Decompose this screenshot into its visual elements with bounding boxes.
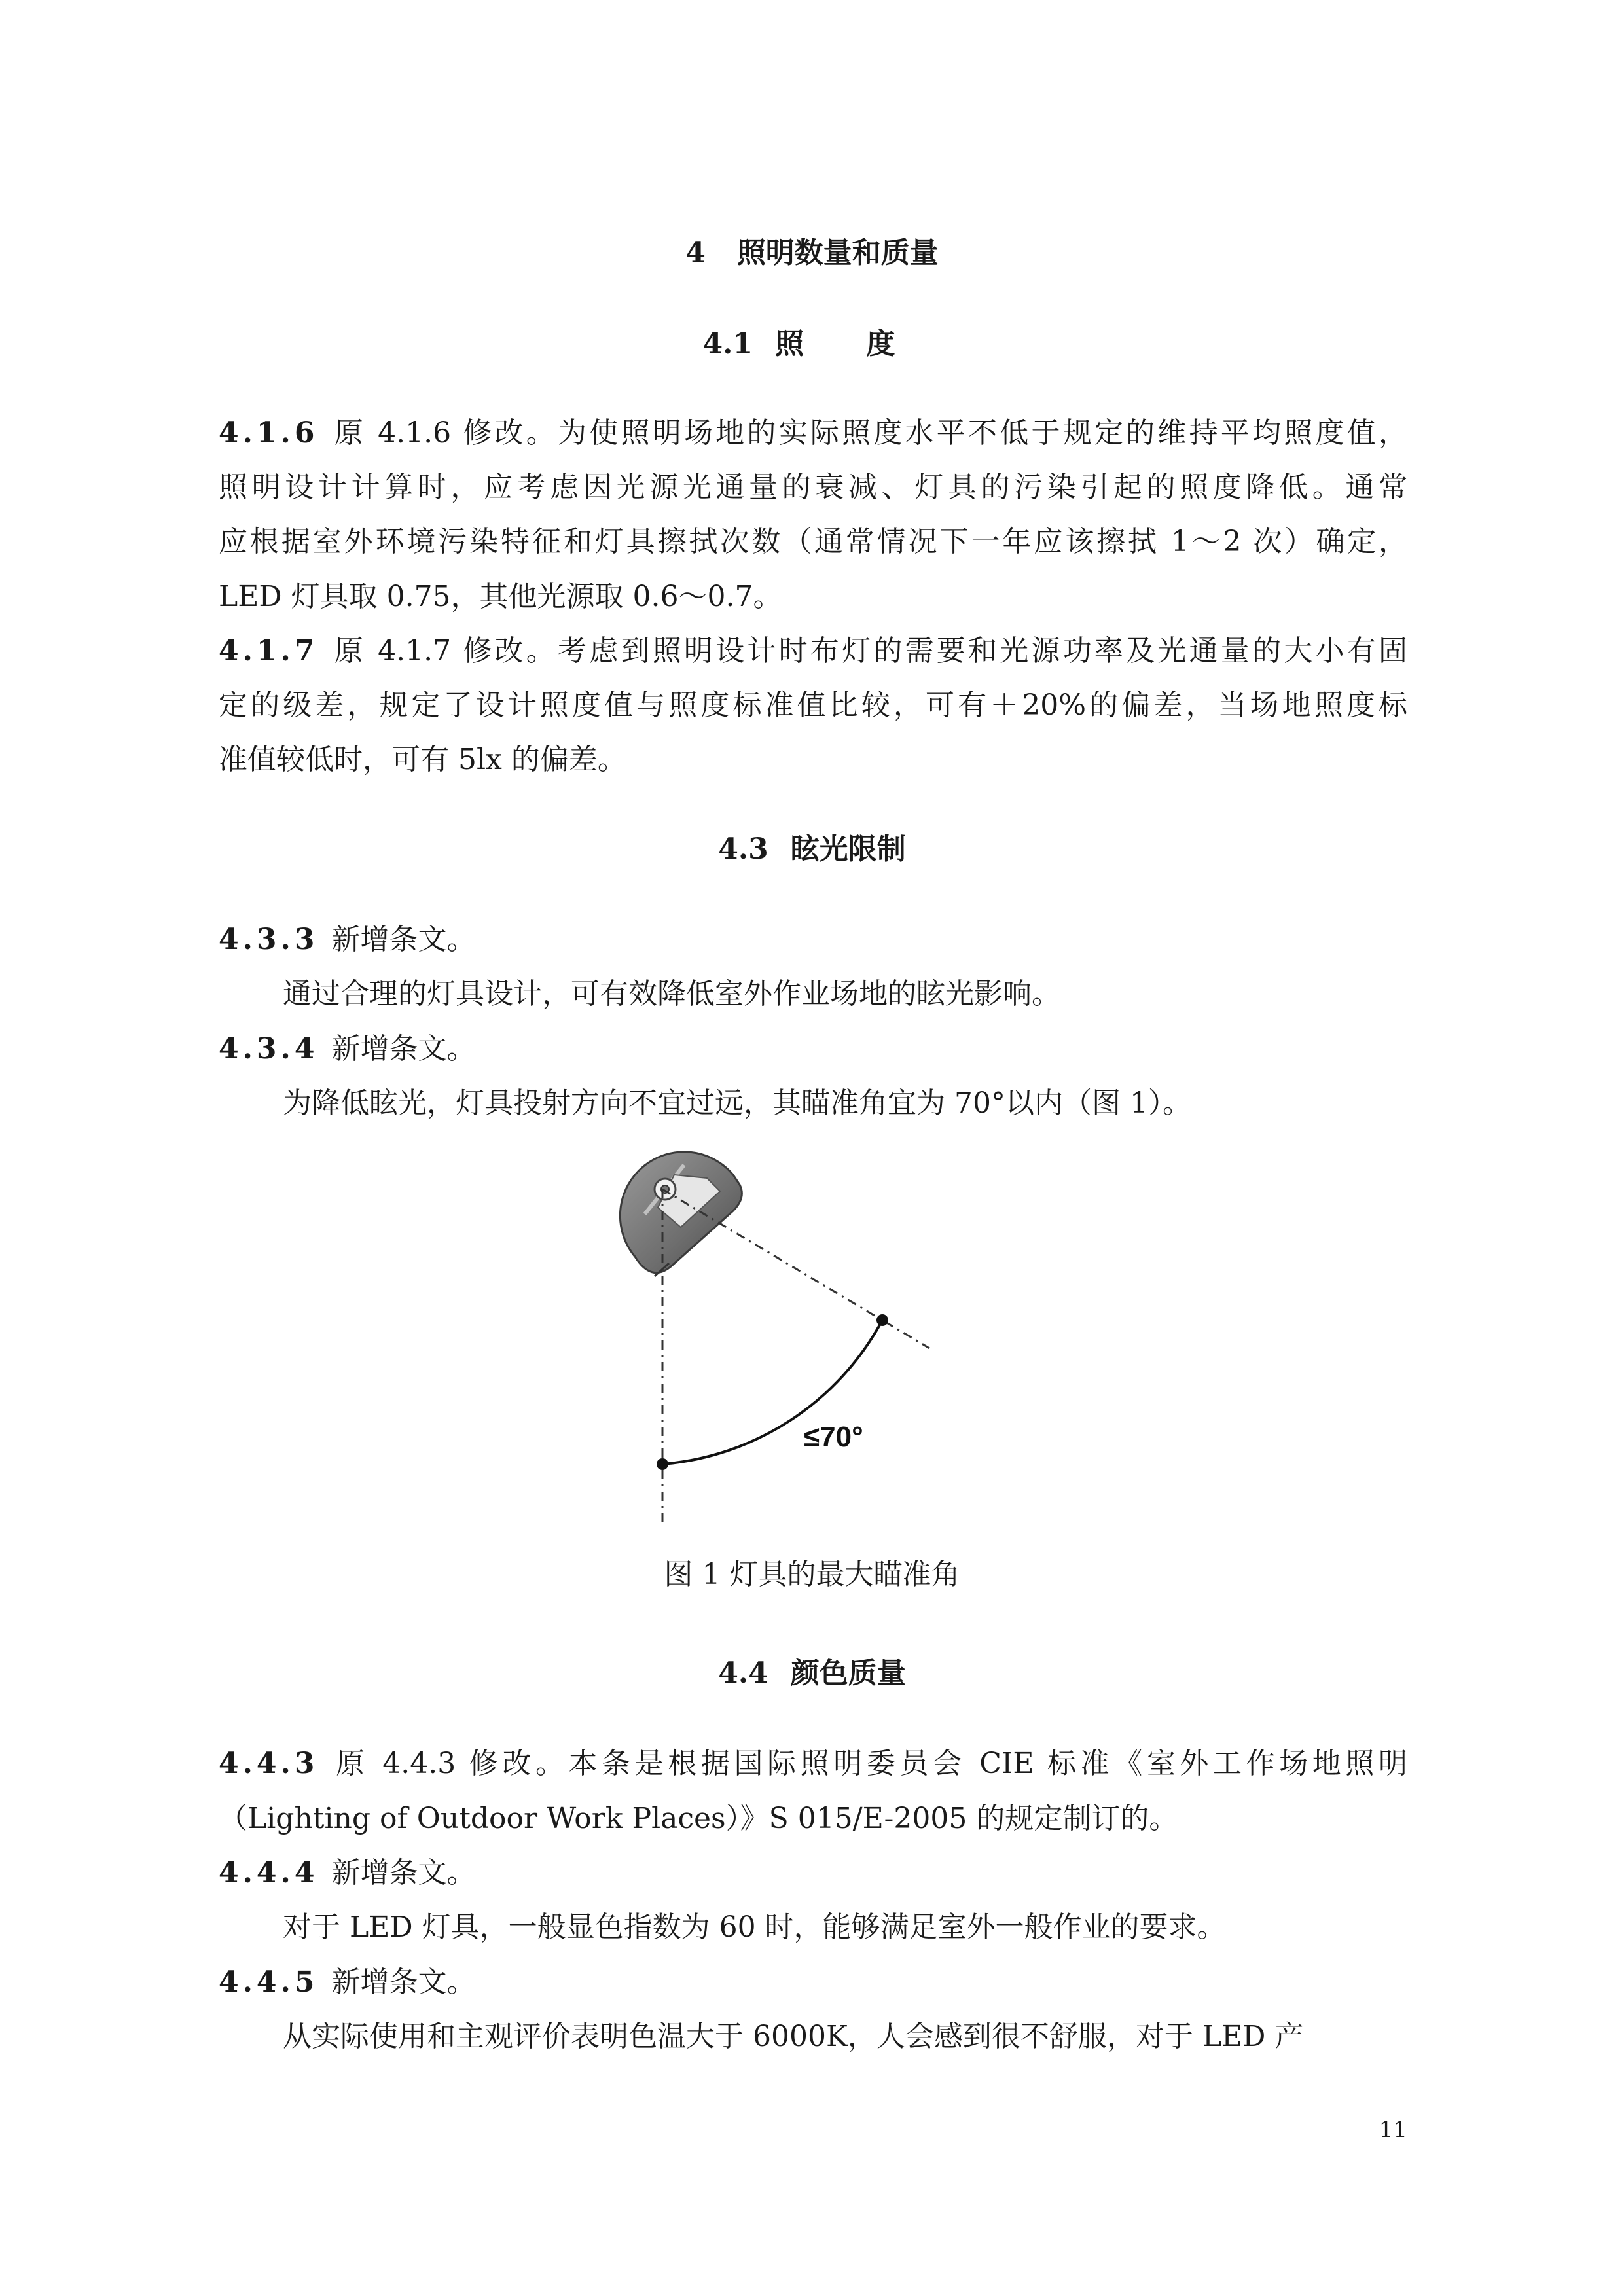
clause-text: 原 4.4.3 修改。本条是根据国际照明委员会 CIE 标准《室外工作场地照明 — [331, 1747, 1407, 1780]
clause-4-3-4-body: 为降低眩光，灯具投射方向不宜过远，其瞄准角宜为 70°以内（图 1）。 — [283, 1086, 1191, 1120]
clause-text: 新增条文。 — [331, 1856, 476, 1890]
section-number: 4.4 — [718, 1657, 768, 1690]
arc-end-point — [876, 1314, 888, 1326]
chapter-title: 照明数量和质量 — [736, 236, 939, 270]
clause-4-4-3-line-1 — [219, 1744, 1407, 1784]
clause-number: 4.3.4 — [219, 1032, 319, 1066]
luminaire-icon — [620, 1152, 742, 1276]
clause-4-1-7-line-2: 定的级差，规定了设计照度值与照度标准值比较，可有＋20%的偏差，当场地照度标 — [219, 689, 1407, 722]
section-title: 照 度 — [775, 327, 922, 361]
aiming-angle-figure — [609, 1136, 949, 1528]
clause-4-1-7-line-1 — [219, 632, 1407, 671]
angle-label: ≤70° — [804, 1421, 863, 1453]
clause-number: 4.4.3 — [219, 1747, 319, 1780]
clause-4-1-6-line-2: 照明设计计算时，应考虑因光源光通量的衰减、灯具的污染引起的照度降低。通常 — [219, 471, 1407, 504]
clause-4-4-3-line-2: （Lighting of Outdoor Work Places）》S 015/E-2005 的规定制订的。 — [219, 1802, 1178, 1835]
section-number: 4.3 — [718, 833, 768, 866]
clause-4-4-4-body: 对于 LED 灯具，一般显色指数为 60 时，能够满足室外一般作业的要求。 — [283, 1910, 1226, 1944]
clause-4-1-7-line-3: 准值较低时，可有 5lx 的偏差。 — [219, 743, 626, 776]
clause-4-4-4-head — [219, 1854, 475, 1893]
clause-text: 新增条文。 — [331, 1965, 476, 1999]
chapter-heading — [0, 234, 1624, 273]
chapter-number: 4 — [685, 236, 706, 270]
section-number: 4.1 — [702, 327, 753, 361]
clause-4-3-4-head — [219, 1030, 475, 1069]
clause-number: 4.4.5 — [219, 1965, 319, 1999]
clause-text: 原 4.1.6 修改。为使照明场地的实际照度水平不低于规定的维持平均照度值， — [331, 416, 1407, 450]
figure-caption: 图 1 灯具的最大瞄准角 — [664, 1558, 960, 1591]
clause-text: 新增条文。 — [331, 923, 476, 956]
clause-number: 4.3.3 — [219, 923, 319, 956]
clause-4-4-5-head — [219, 1963, 475, 2002]
arc-start-point — [657, 1458, 668, 1470]
clause-number: 4.4.4 — [219, 1856, 319, 1890]
clause-text: 原 4.1.7 修改。考虑到照明设计时布灯的需要和光源功率及光通量的大小有固 — [331, 634, 1407, 668]
clause-4-3-3-head — [219, 920, 475, 960]
section-heading-4-1 — [0, 325, 1624, 364]
clause-4-1-6-line-4: LED 灯具取 0.75，其他光源取 0.6～0.7。 — [219, 580, 782, 613]
aiming-direction-line — [662, 1189, 929, 1348]
clause-4-3-3-body: 通过合理的灯具设计，可有效降低室外作业场地的眩光影响。 — [283, 977, 1060, 1011]
section-title: 眩光限制 — [790, 833, 906, 866]
clause-4-4-5-body: 从实际使用和主观评价表明色温大于 6000K，人会感到很不舒服，对于 LED 产 — [283, 2020, 1304, 2053]
clause-number: 4.1.6 — [219, 416, 319, 450]
section-title: 颜色质量 — [790, 1657, 906, 1690]
page-number: 11 — [1379, 2117, 1407, 2143]
clause-number: 4.1.7 — [219, 634, 319, 668]
section-heading-4-4 — [0, 1654, 1624, 1693]
clause-4-1-6-line-3: 应根据室外环境污染特征和灯具擦拭次数（通常情况下一年应该擦拭 1～2 次）确定， — [219, 525, 1407, 558]
clause-text: 新增条文。 — [331, 1032, 476, 1066]
clause-4-1-6-line-1 — [219, 414, 1407, 453]
section-heading-4-3 — [0, 830, 1624, 869]
